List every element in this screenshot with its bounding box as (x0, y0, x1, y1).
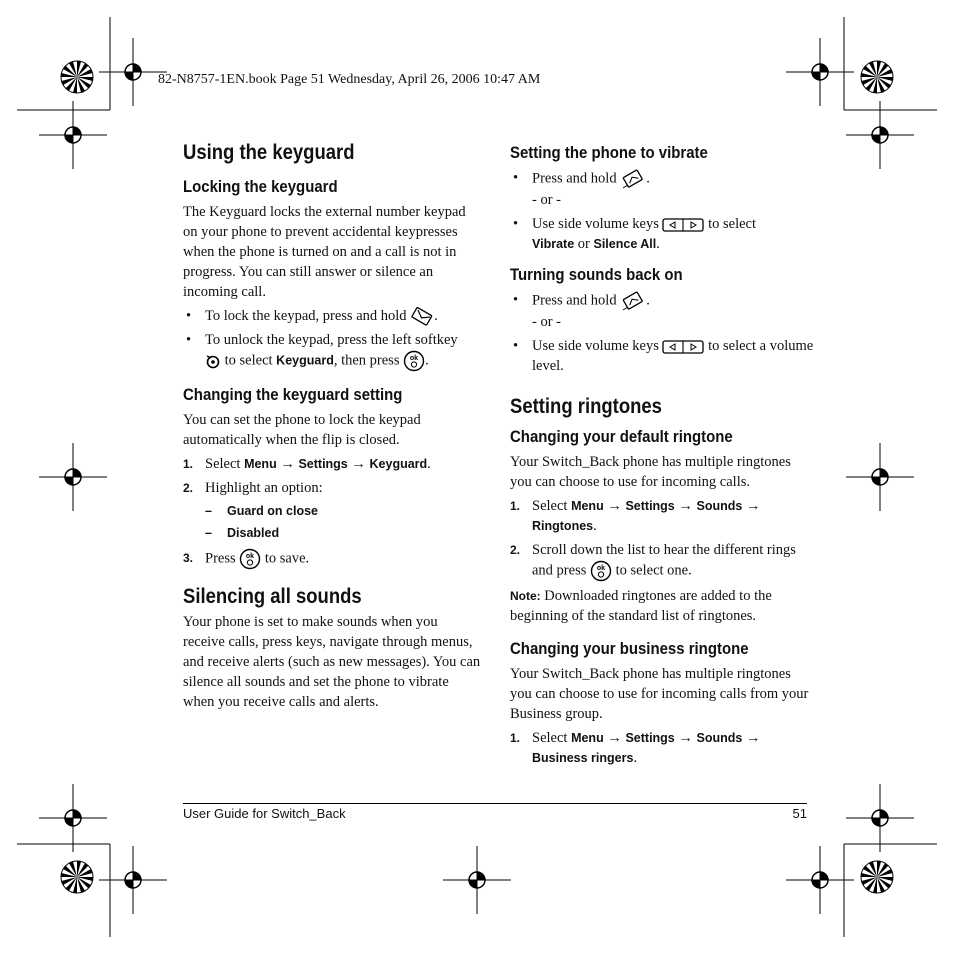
option-guard-on-close: – Guard on close (205, 500, 483, 522)
bullet-unlock: • To unlock the keypad, press the left softkey to select Keyguard, then press ok . (183, 330, 483, 372)
svg-text:ok: ok (410, 354, 419, 362)
option-disabled: – Disabled (205, 522, 483, 544)
paragraph-changing: You can set the phone to lock the keypad automatically when the flip is closed. (183, 411, 421, 448)
bullet-turning-volume: • Use side volume keys to select a volume level. (510, 336, 815, 376)
right-column (510, 140, 815, 768)
step-3: 3. Press ok to save. (183, 548, 483, 570)
ok-key-icon (239, 548, 261, 570)
paragraph-locking: The Keyguard locks the external number keypad on your phone to prevent accidental keypresses when the phone is turned on and a call is not in progress. You can still answer or silence an incoming call. (183, 204, 466, 300)
heading-locking-keyguard: Locking the keyguard (183, 177, 338, 196)
lock-bullets (183, 306, 483, 372)
vibrate-bullets (510, 168, 815, 254)
vibrate-key-icon (620, 168, 646, 190)
volume-keys-icon (662, 218, 704, 232)
volume-keys-icon (662, 340, 704, 354)
heading-changing-keyguard: Changing the keyguard setting (183, 384, 403, 404)
step-2: 2. Highlight an option: – Guard on close – Disabled (183, 478, 483, 544)
svg-text:ok: ok (596, 565, 606, 572)
note-label: Note: (510, 589, 541, 603)
heading-ringtones: Setting ringtones (510, 395, 662, 418)
bullet-lock: • To lock the keypad, press and hold . (183, 306, 483, 327)
left-softkey-icon (205, 353, 221, 369)
bullet-vibrate-hold: • Press and hold . - or - (510, 168, 815, 210)
heading-vibrate: Setting the phone to vibrate (510, 143, 708, 162)
business-ringtone-steps (510, 728, 815, 768)
paragraph-silencing: Your phone is set to make sounds when you receive calls, press keys, navigate through menus, and receive alerts (such as new messages). You can silence all sounds and set the phone to vibrate when you receive calls and alerts. (183, 613, 481, 710)
bullet-turning-hold: • Press and hold . - or - (510, 290, 815, 332)
note-text: Downloaded ringtones are added to the beginning of the standard list of ringtones. (510, 588, 772, 624)
left-column (183, 138, 483, 712)
note (510, 586, 815, 626)
footer-rule (183, 803, 807, 804)
ok-key-icon (590, 560, 612, 582)
step-1: 1. Select Menu → Settings → Keyguard. (183, 455, 431, 472)
footer-title: User Guide for Switch_Back (183, 806, 346, 821)
paragraph-business: Your Switch_Back phone has multiple ringtones you can choose to use for incoming calls from your Business group. (510, 666, 809, 722)
vibrate-key-icon (620, 290, 646, 312)
end-key-icon (410, 307, 434, 327)
heading-turning-on: Turning sounds back on (510, 265, 683, 284)
turning-bullets (510, 290, 815, 376)
page-number: 51 (792, 806, 807, 821)
default-step-2: 2. Scroll down the list to hear the different rings and press ok to select one. (510, 540, 815, 582)
keyguard-options (205, 500, 483, 544)
default-step-1: 1. Select Menu → Settings → Sounds → Ringtones. (510, 498, 761, 534)
heading-business-ringtone: Changing your business ringtone (510, 639, 749, 658)
bullet-vibrate-volume: • Use side volume keys to select Vibrate or Silence All. (510, 214, 815, 254)
default-ringtone-steps (510, 496, 815, 582)
svg-text:ok: ok (246, 552, 255, 560)
keyguard-steps (183, 454, 483, 570)
print-header: 82-N8757-1EN.book Page 51 Wednesday, April 26, 2006 10:47 AM (158, 72, 541, 87)
business-step-1: 1. Select Menu → Settings → Sounds → Business ringers. (510, 730, 761, 766)
paragraph-default: Your Switch_Back phone has multiple ringtones you can choose to use for incoming calls. (510, 454, 791, 490)
heading-using-keyguard: Using the keyguard (183, 141, 355, 164)
ok-key-icon (403, 350, 425, 372)
heading-silencing: Silencing all sounds (183, 584, 362, 608)
heading-default-ringtone: Changing your default ringtone (510, 427, 733, 446)
